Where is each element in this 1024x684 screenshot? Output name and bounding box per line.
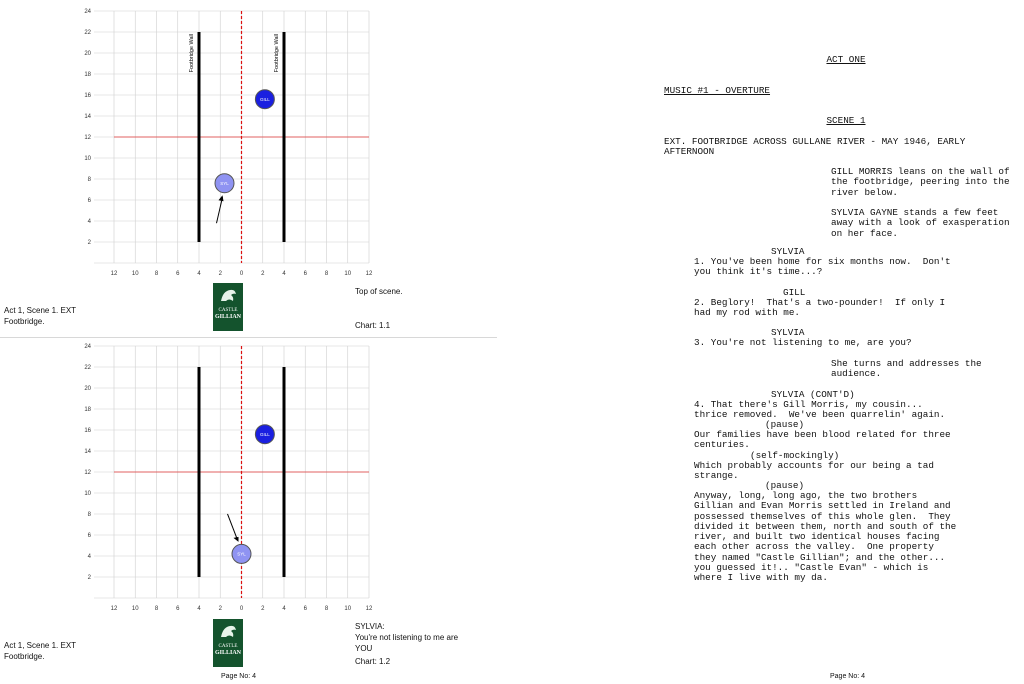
x-tick-label: 6	[303, 606, 307, 612]
logo-text-castle: CASTLE	[218, 644, 238, 649]
logo-text-gillian: GILLIAN	[214, 314, 241, 320]
chart-2-label: Chart: 1.2	[355, 657, 391, 666]
chart-2-note: SYLVIA: You're not listening to me are YOU	[355, 622, 459, 653]
y-tick-label: 16	[84, 93, 91, 99]
y-tick-label: 18	[84, 407, 91, 413]
slugline: EXT. FOOTBRIDGE ACROSS GULLANE RIVER - MAY 1946, EARLY AFTERNOON	[664, 136, 966, 158]
x-tick-label: 2	[261, 271, 265, 277]
y-tick-label: 8	[87, 512, 91, 518]
y-tick-label: 14	[84, 449, 91, 455]
performer-label: GILL	[259, 97, 270, 102]
chart-2-caption: Act 1, Scene 1. EXT Footbridge.	[4, 641, 76, 661]
y-tick-label: 16	[84, 428, 91, 434]
x-tick-label: 10	[344, 606, 352, 612]
left-page-number: Page No: 4	[221, 673, 257, 680]
x-tick-label: 12	[110, 271, 118, 277]
y-tick-label: 12	[84, 470, 91, 476]
y-tick-label: 4	[87, 554, 91, 560]
y-tick-label: 22	[84, 30, 91, 36]
action-1: GILL MORRIS leans on the wall of the footbridge, peering into the river below.	[831, 166, 1010, 198]
castle-gillian-logo	[213, 283, 243, 331]
y-tick-label: 20	[84, 386, 91, 392]
logo-text-gillian: GILLIAN	[214, 650, 241, 656]
horse-emblem-icon	[213, 621, 243, 643]
y-tick-label: 12	[84, 135, 91, 141]
character-cue-2: GILL	[783, 287, 806, 298]
dialogue-4a: 4. That there's Gill Morris, my cousin... thrice removed. We've been quarrelin' again.	[694, 399, 946, 421]
y-tick-label: 14	[84, 114, 91, 120]
blocking-charts	[0, 0, 500, 684]
dialogue-3: 3. You're not listening to me, are you?	[694, 337, 912, 348]
x-tick-label: 8	[154, 606, 159, 612]
x-tick-label: 10	[131, 606, 139, 612]
character-cue-4: SYLVIA (CONT'D)	[771, 389, 855, 400]
character-cue-1: SYLVIA	[771, 246, 805, 257]
performer-label: SYL	[237, 551, 246, 557]
y-tick-label: 2	[87, 240, 91, 246]
x-tick-label: 6	[176, 271, 180, 277]
music-cue: MUSIC #1 - OVERTURE	[664, 85, 771, 96]
x-tick-label: 8	[324, 271, 329, 277]
x-tick-label: 12	[110, 606, 118, 612]
y-tick-label: 6	[87, 533, 91, 539]
dialogue-4c: Which probably accounts for our being a tad strange.	[694, 460, 934, 482]
chart-1-caption: Act 1, Scene 1. EXT Footbridge.	[4, 306, 76, 326]
y-tick-label: 10	[84, 491, 91, 497]
parenthetical-2: (self-mockingly)	[750, 450, 840, 461]
y-tick-label: 10	[84, 156, 91, 162]
x-tick-label: 2	[218, 271, 222, 277]
x-tick-label: 0	[239, 271, 244, 277]
y-tick-label: 8	[87, 177, 91, 183]
arrowhead-icon	[219, 195, 224, 201]
y-tick-label: 20	[84, 51, 91, 57]
movement-arrow	[217, 197, 223, 223]
performer-label: SYL	[220, 181, 229, 186]
movement-arrow	[228, 514, 238, 540]
y-tick-label: 4	[87, 219, 91, 225]
parenthetical-1: (pause)	[765, 419, 805, 430]
wall-label: Footbridge Wall	[274, 34, 280, 73]
act-heading: ACT ONE	[826, 54, 866, 65]
castle-gillian-logo-2	[213, 619, 243, 667]
x-tick-label: 8	[324, 606, 329, 612]
logo-text-castle: CASTLE	[218, 308, 238, 313]
dialogue-4b: Our families have been blood related for three centuries.	[694, 429, 951, 451]
scene-heading: SCENE 1	[826, 115, 866, 126]
dialogue-4d: Anyway, long, long ago, the two brothers Gillian and Evan Morris settled in Ireland and possessed themselves of this whole glen. They divided it between them, north and south of the river, and built two identical houses facing each other across the valley. One property they named "Castle Gillian"; and the other... you guessed it!.. "Castle Evan" - which is where I live with my da.	[694, 490, 957, 584]
x-tick-label: 12	[365, 271, 373, 277]
x-tick-label: 4	[282, 606, 286, 612]
right-page-number: Page No: 4	[830, 673, 866, 680]
y-tick-label: 24	[84, 9, 91, 15]
action-3: She turns and addresses the audience.	[831, 358, 982, 380]
chart-1-label: Chart: 1.1	[355, 321, 391, 330]
x-tick-label: 0	[239, 606, 244, 612]
character-cue-3: SYLVIA	[771, 327, 805, 338]
page-divider	[0, 337, 497, 338]
x-tick-label: 10	[131, 271, 139, 277]
x-tick-label: 6	[303, 271, 307, 277]
x-tick-label: 12	[365, 606, 373, 612]
action-2: SYLVIA GAYNE stands a few feet away with a look of exasperation on her face.	[831, 207, 1010, 239]
x-tick-label: 10	[344, 271, 352, 277]
performer-label: GILL	[259, 432, 270, 437]
horse-emblem-icon	[213, 285, 243, 307]
x-tick-label: 2	[218, 606, 222, 612]
x-tick-label: 4	[282, 271, 286, 277]
dialogue-1: 1. You've been home for six months now. Don't you think it's time...?	[694, 256, 951, 278]
x-tick-label: 2	[261, 606, 265, 612]
x-tick-label: 4	[197, 271, 201, 277]
arrowhead-icon	[234, 537, 239, 542]
x-tick-label: 8	[154, 271, 159, 277]
x-tick-label: 6	[176, 606, 180, 612]
y-tick-label: 24	[84, 344, 91, 350]
parenthetical-3: (pause)	[765, 480, 805, 491]
chart-1-note: Top of scene.	[355, 287, 403, 296]
y-tick-label: 18	[84, 72, 91, 78]
dialogue-2: 2. Beglory! That's a two-pounder! If only I had my rod with me.	[694, 297, 946, 319]
x-tick-label: 4	[197, 606, 201, 612]
y-tick-label: 6	[87, 198, 91, 204]
y-tick-label: 2	[87, 575, 91, 581]
y-tick-label: 22	[84, 365, 91, 371]
wall-label: Footbridge Wall	[189, 34, 195, 73]
